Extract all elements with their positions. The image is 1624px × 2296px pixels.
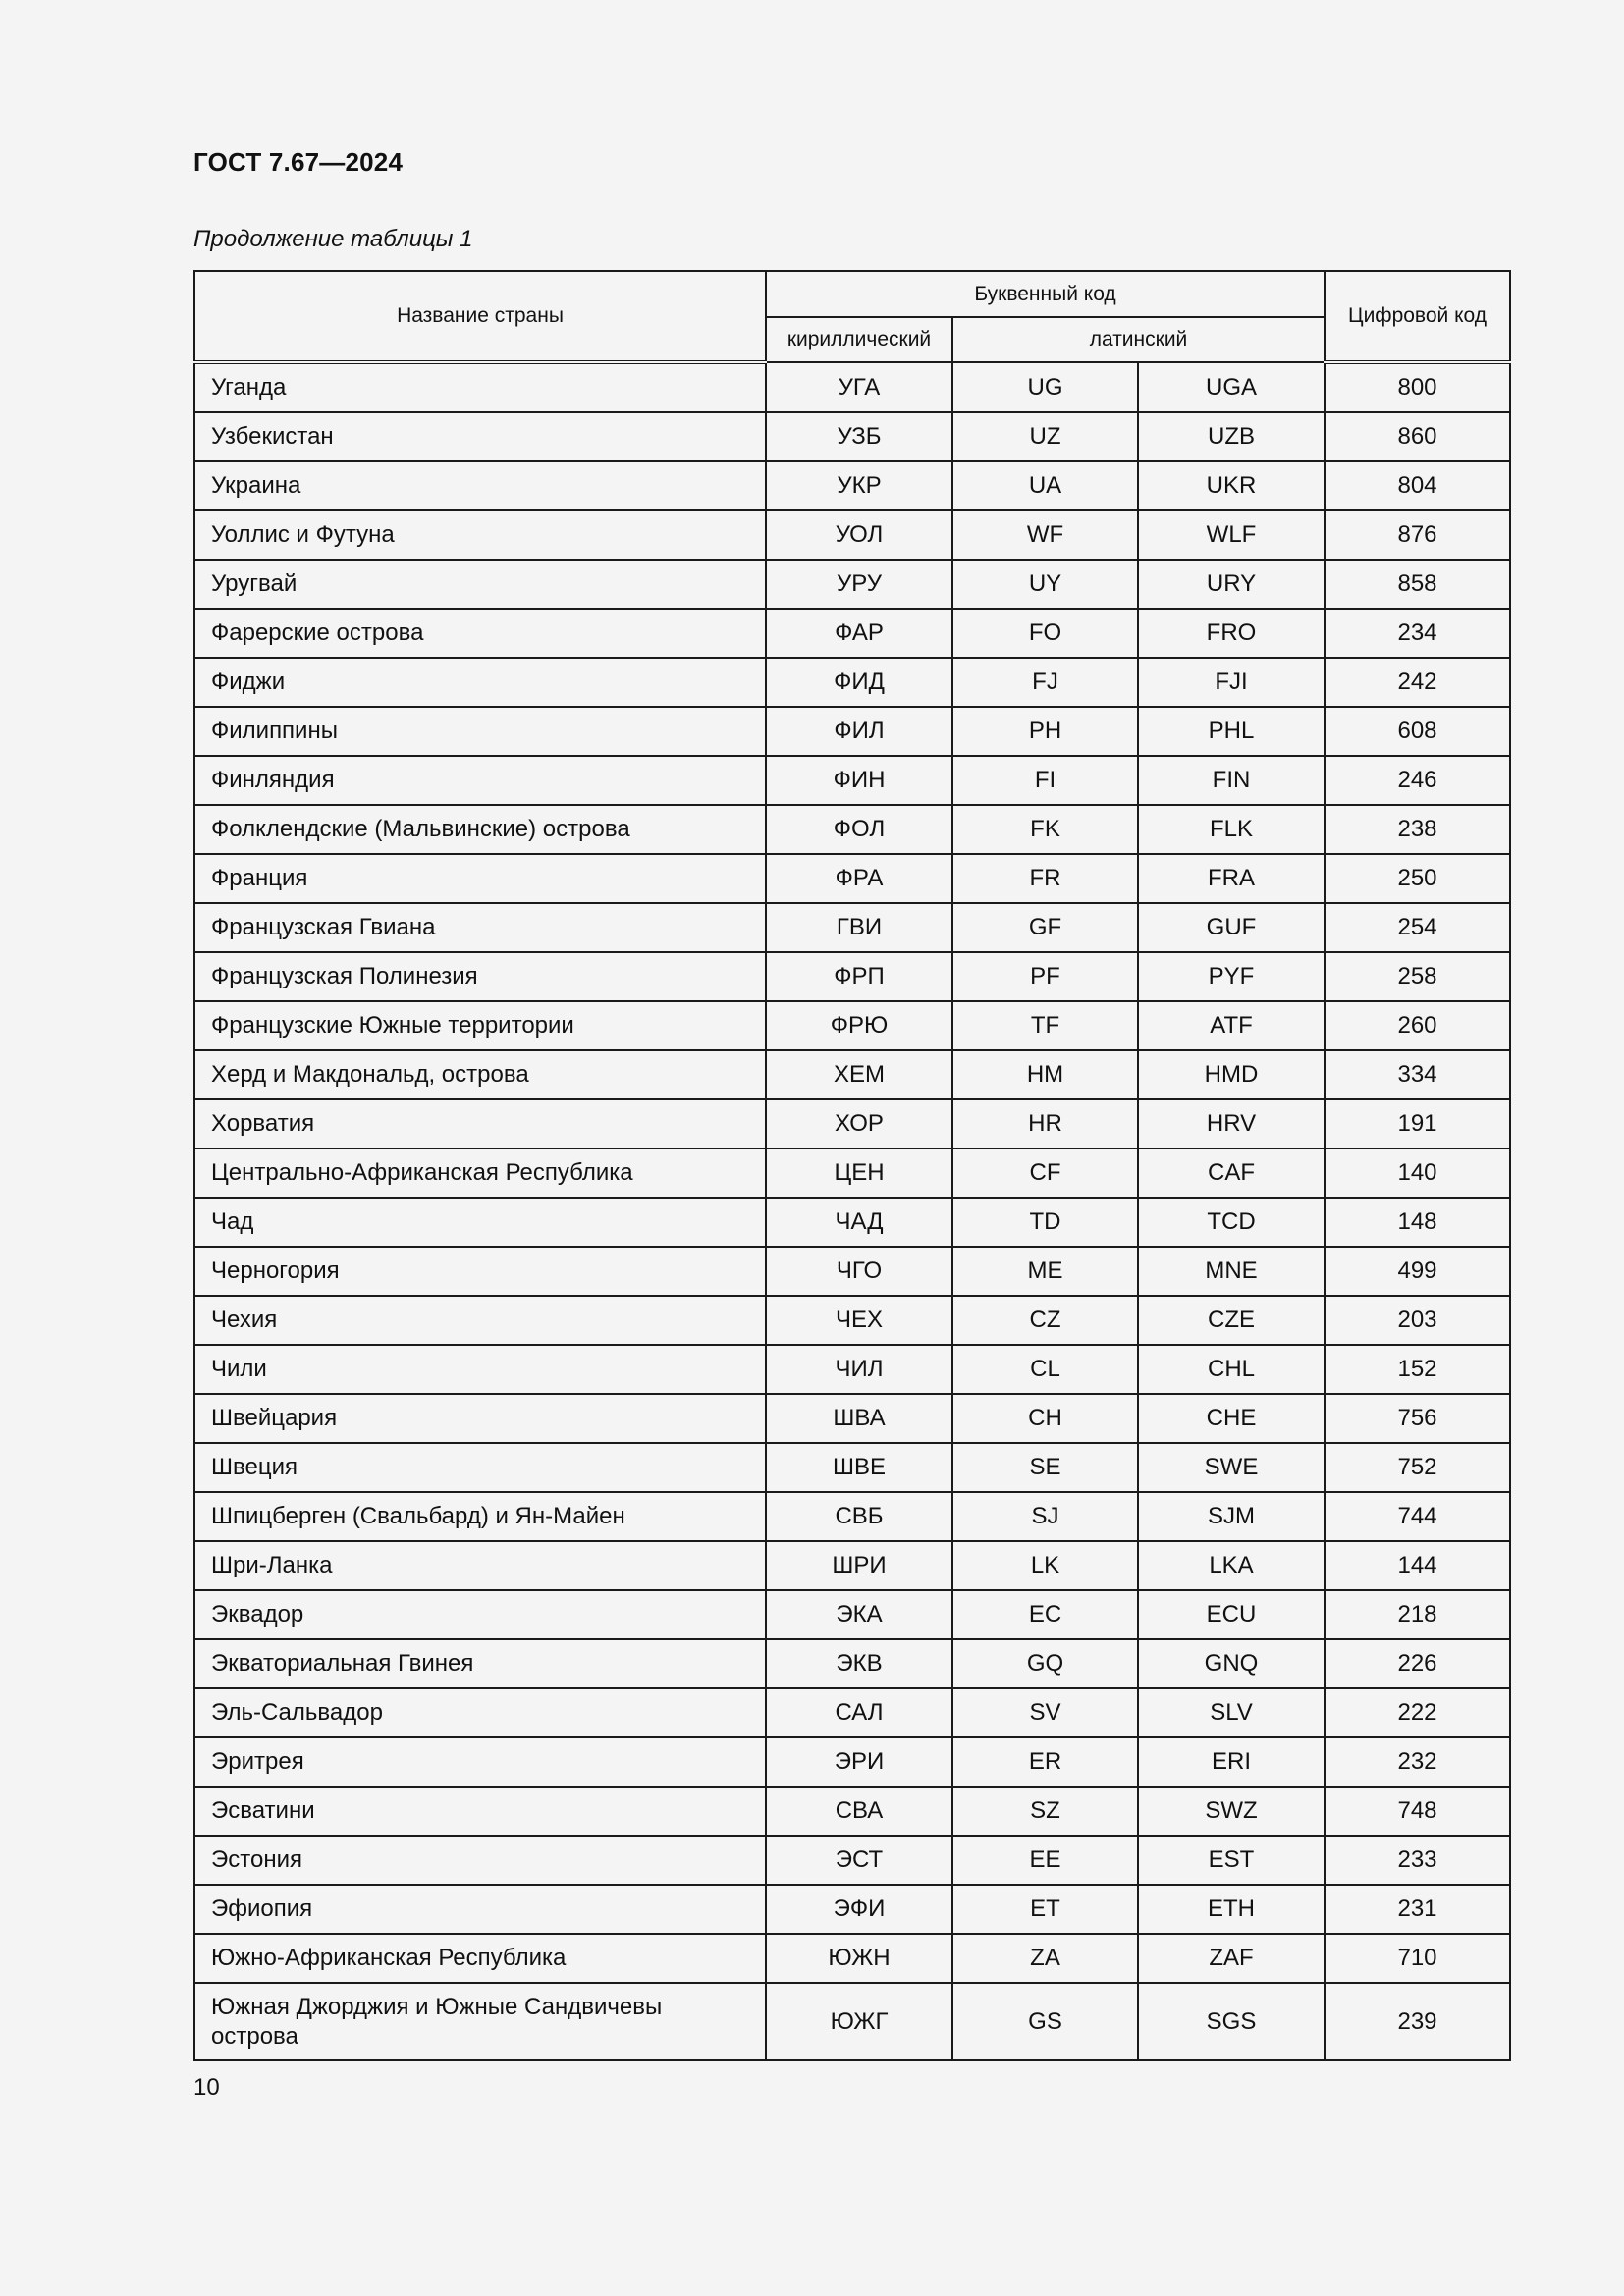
cell-latin-alpha3: SLV [1138,1688,1325,1737]
cell-numeric-code: 876 [1325,510,1510,560]
table-row [194,1639,1510,1688]
cell-cyrillic-code: ФРП [766,952,952,1001]
cell-latin-alpha3: URY [1138,560,1325,609]
cell-latin-alpha3: FRA [1138,854,1325,903]
cell-country-name: Французские Южные территории [194,1001,766,1050]
cell-country-name: Уругвай [194,560,766,609]
cell-latin-alpha2: EE [952,1836,1138,1885]
cell-latin-alpha2: HM [952,1050,1138,1099]
cell-latin-alpha2: SE [952,1443,1138,1492]
cell-latin-alpha3: PYF [1138,952,1325,1001]
cell-country-name: Эстония [194,1836,766,1885]
cell-country-name: Французская Полинезия [194,952,766,1001]
cell-country-name: Экваториальная Гвинея [194,1639,766,1688]
cell-cyrillic-code: ХОР [766,1099,952,1148]
cell-cyrillic-code: ЧАД [766,1198,952,1247]
table-row [194,1737,1510,1787]
table-row [194,1345,1510,1394]
cell-latin-alpha3: CAF [1138,1148,1325,1198]
cell-latin-alpha2: CF [952,1148,1138,1198]
table-row [194,510,1510,560]
cell-country-name: Филиппины [194,707,766,756]
table-row [194,412,1510,461]
cell-cyrillic-code: ФРА [766,854,952,903]
cell-numeric-code: 203 [1325,1296,1510,1345]
cell-cyrillic-code: УКР [766,461,952,510]
cell-latin-alpha3: ECU [1138,1590,1325,1639]
table-row [194,1296,1510,1345]
cell-country-name: Швейцария [194,1394,766,1443]
cell-numeric-code: 756 [1325,1394,1510,1443]
cell-latin-alpha2: UY [952,560,1138,609]
cell-latin-alpha3: UKR [1138,461,1325,510]
cell-numeric-code: 239 [1325,1983,1510,2060]
cell-cyrillic-code: ФИД [766,658,952,707]
cell-latin-alpha3: HMD [1138,1050,1325,1099]
cell-numeric-code: 233 [1325,1836,1510,1885]
table-row [194,952,1510,1001]
table-caption: Продолжение таблицы 1 [193,226,473,252]
table-row [194,461,1510,510]
cell-numeric-code: 148 [1325,1198,1510,1247]
cell-cyrillic-code: ШВА [766,1394,952,1443]
header-cyrillic: кириллический [766,317,952,362]
cell-country-name: Финляндия [194,756,766,805]
table-row [194,1492,1510,1541]
cell-country-name: Франция [194,854,766,903]
cell-latin-alpha2: FK [952,805,1138,854]
cell-numeric-code: 608 [1325,707,1510,756]
cell-latin-alpha3: TCD [1138,1198,1325,1247]
cell-latin-alpha3: ATF [1138,1001,1325,1050]
cell-country-name: Херд и Макдональд, острова [194,1050,766,1099]
table-row [194,1934,1510,1983]
cell-latin-alpha3: ZAF [1138,1934,1325,1983]
cell-latin-alpha2: CZ [952,1296,1138,1345]
cell-latin-alpha2: PH [952,707,1138,756]
cell-country-name: Южная Джорджия и Южные Сандвичевы острова [194,1983,766,2060]
cell-latin-alpha3: FIN [1138,756,1325,805]
cell-latin-alpha3: GUF [1138,903,1325,952]
table-row [194,1394,1510,1443]
cell-cyrillic-code: ГВИ [766,903,952,952]
cell-cyrillic-code: ФАР [766,609,952,658]
cell-latin-alpha3: FJI [1138,658,1325,707]
cell-cyrillic-code: УГА [766,362,952,412]
cell-latin-alpha3: SGS [1138,1983,1325,2060]
cell-country-name: Уганда [194,362,766,412]
cell-latin-alpha3: EST [1138,1836,1325,1885]
cell-cyrillic-code: ЮЖГ [766,1983,952,2060]
cell-cyrillic-code: ФОЛ [766,805,952,854]
cell-cyrillic-code: ЧИЛ [766,1345,952,1394]
cell-latin-alpha2: FI [952,756,1138,805]
cell-latin-alpha3: SJM [1138,1492,1325,1541]
cell-numeric-code: 144 [1325,1541,1510,1590]
cell-latin-alpha2: SZ [952,1787,1138,1836]
cell-latin-alpha2: FO [952,609,1138,658]
cell-latin-alpha2: SJ [952,1492,1138,1541]
cell-latin-alpha2: UA [952,461,1138,510]
cell-country-name: Чад [194,1198,766,1247]
table-row [194,903,1510,952]
table-row [194,1590,1510,1639]
cell-latin-alpha2: GS [952,1983,1138,2060]
country-codes-table [193,270,1511,2061]
cell-country-name: Фолклендские (Мальвинские) острова [194,805,766,854]
cell-country-name: Швеция [194,1443,766,1492]
table-row [194,658,1510,707]
cell-latin-alpha2: TF [952,1001,1138,1050]
cell-numeric-code: 250 [1325,854,1510,903]
document-header: ГОСТ 7.67—2024 [193,147,404,177]
cell-country-name: Чехия [194,1296,766,1345]
cell-cyrillic-code: ЧГО [766,1247,952,1296]
cell-cyrillic-code: СВБ [766,1492,952,1541]
cell-numeric-code: 152 [1325,1345,1510,1394]
table-row [194,609,1510,658]
cell-country-name: Центрально-Африканская Республика [194,1148,766,1198]
cell-numeric-code: 748 [1325,1787,1510,1836]
cell-country-name: Эритрея [194,1737,766,1787]
cell-cyrillic-code: УРУ [766,560,952,609]
cell-numeric-code: 334 [1325,1050,1510,1099]
cell-latin-alpha2: EC [952,1590,1138,1639]
cell-numeric-code: 242 [1325,658,1510,707]
cell-latin-alpha3: MNE [1138,1247,1325,1296]
cell-numeric-code: 234 [1325,609,1510,658]
cell-cyrillic-code: САЛ [766,1688,952,1737]
cell-numeric-code: 254 [1325,903,1510,952]
cell-numeric-code: 231 [1325,1885,1510,1934]
cell-latin-alpha2: GQ [952,1639,1138,1688]
cell-latin-alpha3: PHL [1138,707,1325,756]
cell-numeric-code: 710 [1325,1934,1510,1983]
cell-latin-alpha2: ET [952,1885,1138,1934]
cell-cyrillic-code: ФИЛ [766,707,952,756]
cell-latin-alpha3: HRV [1138,1099,1325,1148]
cell-numeric-code: 258 [1325,952,1510,1001]
cell-latin-alpha3: LKA [1138,1541,1325,1590]
cell-latin-alpha2: UZ [952,412,1138,461]
cell-country-name: Эль-Сальвадор [194,1688,766,1737]
cell-latin-alpha2: PF [952,952,1138,1001]
cell-cyrillic-code: ЭСТ [766,1836,952,1885]
table-row [194,560,1510,609]
cell-country-name: Узбекистан [194,412,766,461]
cell-numeric-code: 800 [1325,362,1510,412]
cell-country-name: Эфиопия [194,1885,766,1934]
cell-latin-alpha2: CL [952,1345,1138,1394]
cell-numeric-code: 218 [1325,1590,1510,1639]
cell-latin-alpha3: UZB [1138,412,1325,461]
cell-cyrillic-code: ЦЕН [766,1148,952,1198]
cell-country-name: Шри-Ланка [194,1541,766,1590]
table-row [194,707,1510,756]
cell-latin-alpha2: FR [952,854,1138,903]
cell-numeric-code: 232 [1325,1737,1510,1787]
cell-numeric-code: 860 [1325,412,1510,461]
cell-cyrillic-code: ФРЮ [766,1001,952,1050]
cell-cyrillic-code: УОЛ [766,510,952,560]
table-row [194,854,1510,903]
cell-numeric-code: 260 [1325,1001,1510,1050]
cell-numeric-code: 226 [1325,1639,1510,1688]
table-row [194,1001,1510,1050]
cell-latin-alpha2: WF [952,510,1138,560]
cell-numeric-code: 140 [1325,1148,1510,1198]
cell-latin-alpha3: FLK [1138,805,1325,854]
cell-numeric-code: 191 [1325,1099,1510,1148]
table-body [194,362,1510,2060]
cell-numeric-code: 744 [1325,1492,1510,1541]
cell-cyrillic-code: ЭФИ [766,1885,952,1934]
cell-latin-alpha3: FRO [1138,609,1325,658]
table-row [194,1050,1510,1099]
cell-latin-alpha2: ME [952,1247,1138,1296]
cell-country-name: Южно-Африканская Республика [194,1934,766,1983]
cell-numeric-code: 752 [1325,1443,1510,1492]
cell-latin-alpha2: SV [952,1688,1138,1737]
cell-latin-alpha3: GNQ [1138,1639,1325,1688]
header-letter-code: Буквенный код [766,271,1325,317]
table-row [194,1688,1510,1737]
header-country-name: Название страны [194,271,766,362]
cell-numeric-code: 238 [1325,805,1510,854]
table-row [194,1541,1510,1590]
cell-latin-alpha2: FJ [952,658,1138,707]
cell-numeric-code: 858 [1325,560,1510,609]
cell-latin-alpha2: TD [952,1198,1138,1247]
cell-latin-alpha2: ER [952,1737,1138,1787]
header-numeric-code: Цифровой код [1325,271,1510,362]
cell-cyrillic-code: СВА [766,1787,952,1836]
cell-numeric-code: 804 [1325,461,1510,510]
cell-cyrillic-code: ФИН [766,756,952,805]
table-row [194,362,1510,412]
cell-latin-alpha2: CH [952,1394,1138,1443]
table-row [194,1198,1510,1247]
cell-country-name: Эквадор [194,1590,766,1639]
cell-latin-alpha3: UGA [1138,362,1325,412]
table-row [194,756,1510,805]
cell-country-name: Черногория [194,1247,766,1296]
table-row [194,1443,1510,1492]
cell-numeric-code: 499 [1325,1247,1510,1296]
cell-cyrillic-code: УЗБ [766,412,952,461]
cell-cyrillic-code: ШРИ [766,1541,952,1590]
cell-latin-alpha2: HR [952,1099,1138,1148]
cell-latin-alpha3: ERI [1138,1737,1325,1787]
cell-country-name: Хорватия [194,1099,766,1148]
table-row [194,1983,1510,2060]
table-row [194,1099,1510,1148]
cell-cyrillic-code: ХЕМ [766,1050,952,1099]
cell-latin-alpha2: ZA [952,1934,1138,1983]
page-number: 10 [193,2074,220,2101]
cell-cyrillic-code: ШВЕ [766,1443,952,1492]
cell-cyrillic-code: ЭКА [766,1590,952,1639]
table-row [194,1836,1510,1885]
cell-country-name: Шпицберген (Свальбард) и Ян-Майен [194,1492,766,1541]
cell-country-name: Фарерские острова [194,609,766,658]
cell-latin-alpha2: LK [952,1541,1138,1590]
cell-latin-alpha3: CHL [1138,1345,1325,1394]
cell-country-name: Эсватини [194,1787,766,1836]
cell-cyrillic-code: ЮЖН [766,1934,952,1983]
cell-latin-alpha3: CHE [1138,1394,1325,1443]
table-row [194,1247,1510,1296]
cell-cyrillic-code: ЭРИ [766,1737,952,1787]
cell-country-name: Украина [194,461,766,510]
table-row [194,805,1510,854]
cell-latin-alpha2: UG [952,362,1138,412]
cell-cyrillic-code: ЧЕХ [766,1296,952,1345]
table-row [194,1148,1510,1198]
cell-latin-alpha3: SWE [1138,1443,1325,1492]
cell-latin-alpha3: SWZ [1138,1787,1325,1836]
cell-country-name: Фиджи [194,658,766,707]
cell-numeric-code: 222 [1325,1688,1510,1737]
cell-latin-alpha3: CZE [1138,1296,1325,1345]
table-row [194,1787,1510,1836]
cell-cyrillic-code: ЭКВ [766,1639,952,1688]
cell-country-name: Чили [194,1345,766,1394]
cell-country-name: Уоллис и Футуна [194,510,766,560]
cell-latin-alpha2: GF [952,903,1138,952]
table-row [194,1885,1510,1934]
country-codes-table-wrap [193,270,1509,2061]
cell-latin-alpha3: WLF [1138,510,1325,560]
header-latin: латинский [952,317,1325,362]
cell-numeric-code: 246 [1325,756,1510,805]
cell-country-name: Французская Гвиана [194,903,766,952]
cell-latin-alpha3: ETH [1138,1885,1325,1934]
